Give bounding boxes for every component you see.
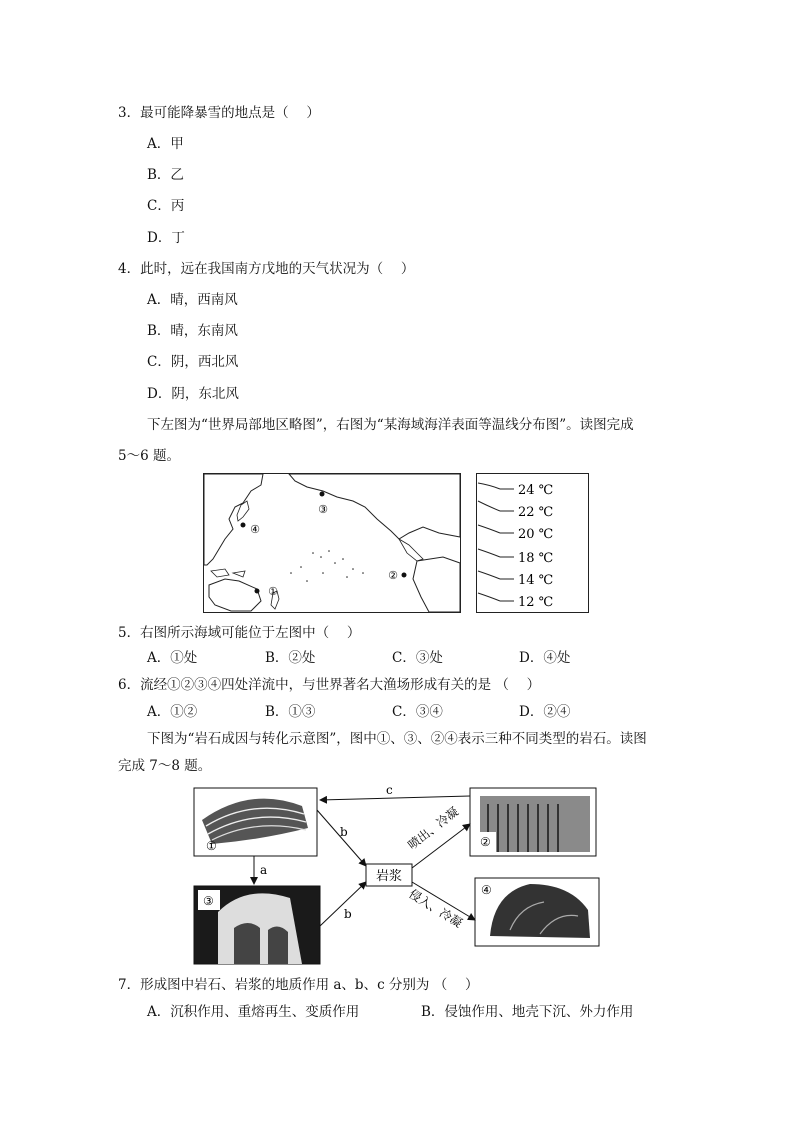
arrow-c bbox=[320, 796, 470, 800]
q7-option-a: A．沉积作用、重熔再生、变质作用 bbox=[147, 1004, 360, 1020]
q6-option-d: D．②④ bbox=[519, 704, 571, 720]
q6-option-c: C．③④ bbox=[392, 704, 443, 720]
eruption-label: 喷出、冷凝 bbox=[405, 804, 462, 853]
isotherm-label-24: 24 ℃ bbox=[518, 483, 554, 498]
q3-option-c: C．丙 bbox=[147, 198, 185, 214]
intro-5-6-line1: 下左图为“世界局部地区略图”，右图为“某海域海洋表面等温线分布图”。读图完成 bbox=[147, 417, 634, 433]
marker-label-3: ③ bbox=[318, 503, 328, 516]
rock-box-1 bbox=[194, 788, 317, 856]
marker-dot-4 bbox=[241, 523, 246, 528]
q4-option-d: D．阴，东北风 bbox=[147, 386, 239, 402]
isotherm-label-20: 20 ℃ bbox=[518, 527, 554, 542]
rock-box-2 bbox=[470, 788, 596, 856]
isotherm-figure bbox=[476, 473, 589, 613]
q4-stem: 4．此时，远在我国南方戊地的天气状况为（ ） bbox=[118, 261, 415, 277]
rock-box-1-label: ① bbox=[206, 839, 217, 853]
arrow-b-lower bbox=[320, 882, 366, 926]
q3-option-a: A．甲 bbox=[147, 136, 184, 152]
rock-box-4-label: ④ bbox=[481, 883, 492, 897]
isotherm-label-12: 12 ℃ bbox=[518, 595, 554, 610]
q3-stem: 3．最可能降暴雪的地点是（ ） bbox=[118, 105, 320, 121]
q4-option-a: A．晴，西南风 bbox=[147, 292, 238, 308]
isotherm-label-22: 22 ℃ bbox=[518, 505, 554, 520]
rock-cycle-figure bbox=[190, 780, 605, 965]
arrow-b-upper-label: b bbox=[340, 825, 348, 839]
marker-dot-1 bbox=[255, 589, 260, 594]
rock-box-3 bbox=[194, 886, 320, 964]
q6-stem: 6．流经①②③④四处洋流中，与世界著名大渔场形成有关的是 （ ） bbox=[118, 677, 541, 693]
q6-option-a: A．①② bbox=[147, 704, 198, 720]
arrow-a-label: a bbox=[260, 863, 268, 877]
q5-option-a: A．①处 bbox=[147, 650, 198, 666]
q5-stem: 5．右图所示海域可能位于左图中（ ） bbox=[118, 625, 361, 641]
q4-option-b: B．晴，东南风 bbox=[147, 323, 238, 339]
isotherm-label-18: 18 ℃ bbox=[518, 551, 554, 566]
q3-option-b: B．乙 bbox=[147, 167, 184, 183]
q7-option-b: B．侵蚀作用、地壳下沉、外力作用 bbox=[421, 1004, 634, 1020]
isotherm-label-14: 14 ℃ bbox=[518, 573, 554, 588]
q3-option-d: D．丁 bbox=[147, 230, 185, 246]
intro-5-6-line2: 5～6 题。 bbox=[118, 448, 180, 464]
world-map-figure bbox=[203, 473, 461, 613]
q5-option-b: B．②处 bbox=[265, 650, 316, 666]
marker-dot-3 bbox=[320, 492, 325, 497]
rock-box-3-label: ③ bbox=[203, 894, 214, 908]
q4-option-c: C．阴，西北风 bbox=[147, 354, 239, 370]
rock-box-2-label: ② bbox=[480, 835, 491, 849]
q6-option-b: B．①③ bbox=[265, 704, 316, 720]
intrusion-label: 侵入、冷凝 bbox=[406, 886, 465, 931]
q7-stem: 7．形成图中岩石、岩浆的地质作用 a、b、c 分别为 （ ） bbox=[118, 977, 479, 993]
magma-label: 岩浆 bbox=[375, 869, 403, 884]
arrow-b-lower-label: b bbox=[344, 907, 352, 921]
marker-label-2: ② bbox=[388, 569, 398, 582]
intro-7-8-line1: 下图为“岩石成因与转化示意图”，图中①、③、②④表示三种不同类型的岩石。读图 bbox=[147, 731, 647, 747]
arrow-c-label: c bbox=[386, 783, 393, 797]
marker-dot-2 bbox=[402, 573, 407, 578]
marker-label-1: ① bbox=[268, 585, 278, 598]
rock-box-4 bbox=[475, 878, 599, 946]
intro-7-8-line2: 完成 7～8 题。 bbox=[118, 758, 212, 774]
q5-option-c: C．③处 bbox=[392, 650, 443, 666]
q5-option-d: D．④处 bbox=[519, 650, 571, 666]
marker-label-4: ④ bbox=[250, 523, 260, 536]
